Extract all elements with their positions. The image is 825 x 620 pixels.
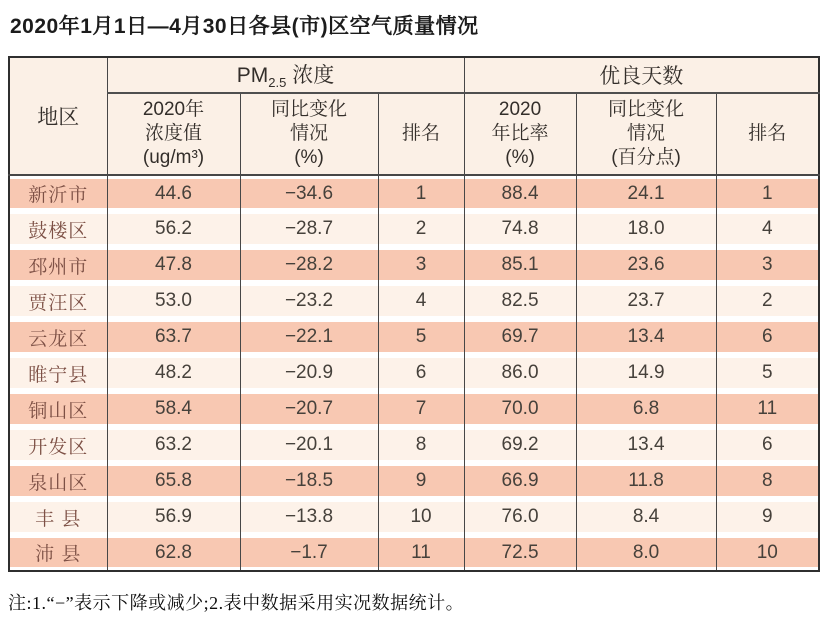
pm-value-cell: 53.0: [107, 283, 240, 319]
table-row: [9, 283, 819, 319]
good-rank-cell: 10: [716, 535, 819, 571]
table-row: [9, 535, 819, 571]
region-cell: 铜山区: [9, 391, 107, 427]
pm25-label-prefix: PM: [236, 64, 269, 88]
table-row: [9, 355, 819, 391]
pm-value-cell: 56.9: [107, 499, 240, 535]
group-header-row: [9, 57, 819, 93]
region-cell: 沛 县: [9, 535, 107, 571]
pm-value-cell: 56.2: [107, 211, 240, 247]
pm-rank-cell: 7: [378, 391, 464, 427]
pm-change-cell: −20.7: [240, 391, 378, 427]
good-rank-cell: 1: [716, 175, 819, 211]
table-row: [9, 319, 819, 355]
good-change-cell: 23.6: [576, 247, 716, 283]
pm-value-cell: 63.7: [107, 319, 240, 355]
pm-change-cell: −22.1: [240, 319, 378, 355]
good-rate-cell: 85.1: [464, 247, 576, 283]
pm-change-cell: −1.7: [240, 535, 378, 571]
pm-rank-cell: 8: [378, 427, 464, 463]
subheader-good-rank: 排名: [716, 93, 819, 175]
subheader-pm-value: 2020年 浓度值 (ug/m³): [107, 93, 240, 175]
good-rank-cell: 8: [716, 463, 819, 499]
sub-header-row: [9, 93, 819, 175]
pm25-group-header: [107, 57, 464, 93]
table-row: [9, 463, 819, 499]
good-change-cell: 11.8: [576, 463, 716, 499]
pm-change-cell: −28.2: [240, 247, 378, 283]
pm-change-cell: −28.7: [240, 211, 378, 247]
region-cell: 丰 县: [9, 499, 107, 535]
pm-rank-cell: 9: [378, 463, 464, 499]
good-rank-cell: 6: [716, 319, 819, 355]
region-cell: 邳州市: [9, 247, 107, 283]
air-quality-table: [8, 56, 820, 572]
good-rank-cell: 6: [716, 427, 819, 463]
pm-rank-cell: 3: [378, 247, 464, 283]
good-change-cell: 18.0: [576, 211, 716, 247]
good-days-group-header: 优良天数: [464, 57, 819, 93]
good-rank-cell: 3: [716, 247, 819, 283]
region-cell: 鼓楼区: [9, 211, 107, 247]
subheader-good-rate: 2020 年比率 (%): [464, 93, 576, 175]
pm-rank-cell: 4: [378, 283, 464, 319]
good-rank-cell: 11: [716, 391, 819, 427]
region-cell: 泉山区: [9, 463, 107, 499]
good-rate-cell: 70.0: [464, 391, 576, 427]
region-cell: 睢宁县: [9, 355, 107, 391]
pm25-subscript: 2.5: [268, 75, 287, 91]
good-change-cell: 13.4: [576, 319, 716, 355]
pm-rank-cell: 1: [378, 175, 464, 211]
good-change-cell: 6.8: [576, 391, 716, 427]
pm-value-cell: 63.2: [107, 427, 240, 463]
pm-value-cell: 58.4: [107, 391, 240, 427]
region-cell: 新沂市: [9, 175, 107, 211]
table-row: [9, 247, 819, 283]
good-rate-cell: 72.5: [464, 535, 576, 571]
table-row: [9, 391, 819, 427]
good-rate-cell: 69.7: [464, 319, 576, 355]
pm-change-cell: −23.2: [240, 283, 378, 319]
region-cell: 贾汪区: [9, 283, 107, 319]
good-rank-cell: 5: [716, 355, 819, 391]
table-row: [9, 427, 819, 463]
footnote: 注:1.“−”表示下降或减少;2.表中数据采用实况数据统计。: [8, 593, 465, 613]
good-rate-cell: 74.8: [464, 211, 576, 247]
pm25-label-suffix: 浓度: [286, 64, 335, 88]
subheader-good-change: 同比变化 情况 (百分点): [576, 93, 716, 175]
good-rate-cell: 86.0: [464, 355, 576, 391]
region-header-cell: 地区: [9, 57, 107, 175]
pm-change-cell: −20.1: [240, 427, 378, 463]
pm-change-cell: −34.6: [240, 175, 378, 211]
pm-change-cell: −13.8: [240, 499, 378, 535]
good-change-cell: 24.1: [576, 175, 716, 211]
region-cell: 云龙区: [9, 319, 107, 355]
pm-value-cell: 62.8: [107, 535, 240, 571]
good-change-cell: 13.4: [576, 427, 716, 463]
good-change-cell: 14.9: [576, 355, 716, 391]
pm-rank-cell: 11: [378, 535, 464, 571]
good-rate-cell: 82.5: [464, 283, 576, 319]
pm-value-cell: 65.8: [107, 463, 240, 499]
pm-value-cell: 47.8: [107, 247, 240, 283]
subheader-pm-change: 同比变化 情况 (%): [240, 93, 378, 175]
good-change-cell: 8.4: [576, 499, 716, 535]
pm-change-cell: −20.9: [240, 355, 378, 391]
region-cell: 开发区: [9, 427, 107, 463]
good-rate-cell: 76.0: [464, 499, 576, 535]
good-rate-cell: 69.2: [464, 427, 576, 463]
table-header: [9, 57, 819, 175]
good-rate-cell: 88.4: [464, 175, 576, 211]
good-rank-cell: 9: [716, 499, 819, 535]
pm-rank-cell: 5: [378, 319, 464, 355]
page-title: 2020年1月1日—4月30日各县(市)区空气质量情况: [10, 15, 479, 38]
pm-rank-cell: 10: [378, 499, 464, 535]
good-rank-cell: 2: [716, 283, 819, 319]
table-row: [9, 175, 819, 211]
pm-value-cell: 48.2: [107, 355, 240, 391]
pm-rank-cell: 6: [378, 355, 464, 391]
subheader-pm-rank: 排名: [378, 93, 464, 175]
pm-rank-cell: 2: [378, 211, 464, 247]
table-row: [9, 499, 819, 535]
table-row: [9, 211, 819, 247]
good-change-cell: 8.0: [576, 535, 716, 571]
pm-change-cell: −18.5: [240, 463, 378, 499]
good-change-cell: 23.7: [576, 283, 716, 319]
pm-value-cell: 44.6: [107, 175, 240, 211]
good-rank-cell: 4: [716, 211, 819, 247]
good-rate-cell: 66.9: [464, 463, 576, 499]
